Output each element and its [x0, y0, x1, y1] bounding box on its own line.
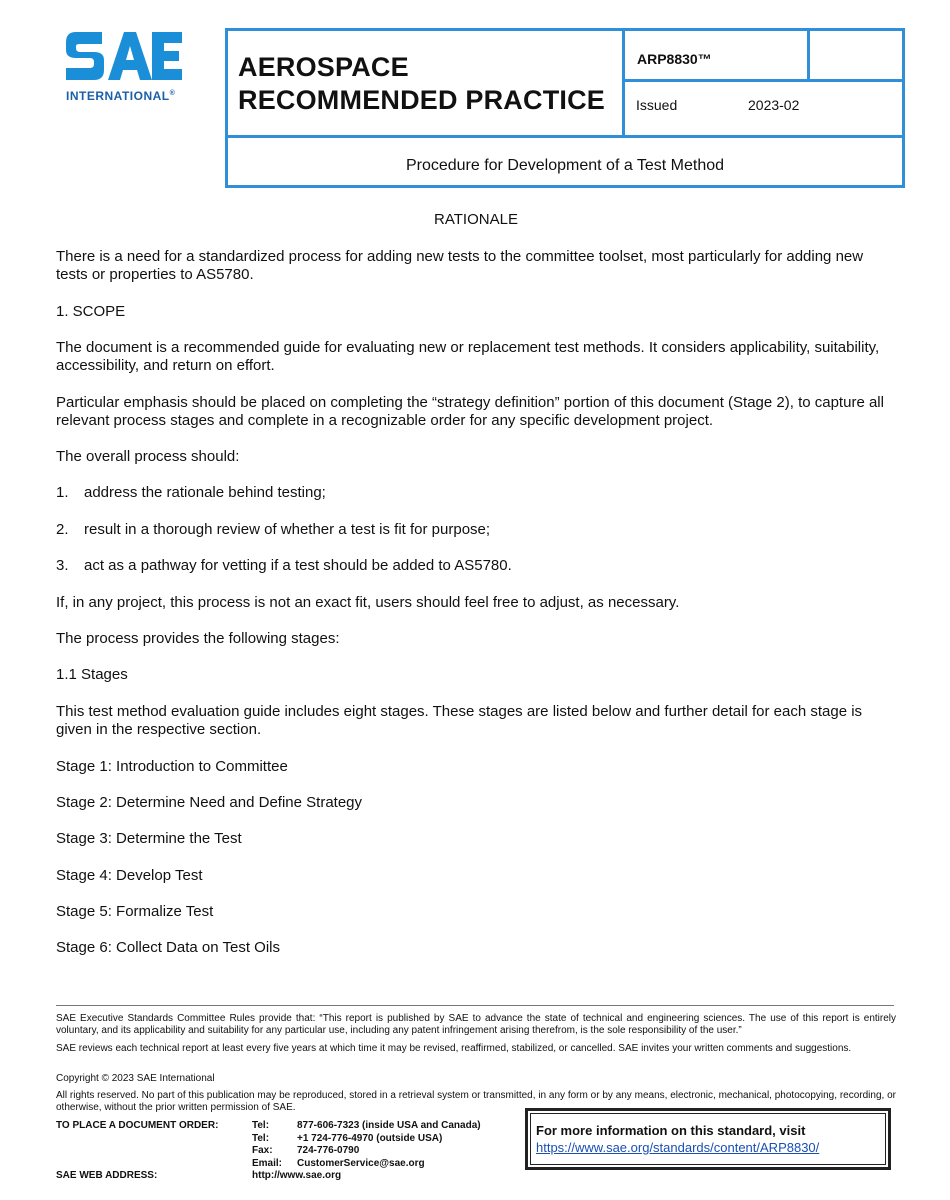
more-info-heading: For more information on this standard, visit [536, 1123, 806, 1138]
footer-divider [56, 1005, 894, 1006]
stage-item: Stage 6: Collect Data on Test Oils [56, 939, 281, 956]
sae-logo [62, 26, 190, 106]
web-address-label: SAE WEB ADDRESS: [56, 1170, 158, 1181]
issued-label: Issued [636, 97, 678, 113]
standard-url-link[interactable]: https://www.sae.org/standards/content/ARP8830/ [536, 1140, 820, 1155]
web-address-link[interactable]: http://www.sae.org [252, 1170, 342, 1181]
contact-row: Tel: 877-606-7323 (inside USA and Canada) [252, 1120, 481, 1131]
stages-intro-paragraph: This test method evaluation guide includes eight stages. These stages are listed below and further detail for each stage is given in the respective section. [56, 703, 863, 738]
contact-row: Tel: +1 724-776-4970 (outside USA) [252, 1132, 443, 1144]
stage-item: Stage 3: Determine the Test [56, 830, 242, 847]
contact-row: Email: CustomerService@sae.org [252, 1157, 425, 1169]
logo-international-text: INTERNATIONAL® [66, 89, 176, 103]
footer-rights-text: All rights reserved. No part of this publication may be reproduced, stored in a retrieval system or transmitted, in any form or by any means, electronic, mechanical, photocopying, recording, or otherwise, without the prior written permission of SAE. [56, 1090, 896, 1113]
scope-paragraph-3: The overall process should: [56, 448, 240, 465]
footer-copyright: Copyright © 2023 SAE International [56, 1073, 215, 1084]
sae-logo-mark [62, 26, 186, 86]
stage-item: Stage 4: Develop Test [56, 867, 203, 884]
stages-heading: 1.1 Stages [56, 666, 128, 683]
footer-rules-text: SAE Executive Standards Committee Rules provide that: “This report is published by SAE to advance the state of technical and engineering sciences. The use of this report is entirely voluntary, and its applicability and suitability for any particular use, including any patent infringement arising therefrom, is the sole responsibility of the user.” [56, 1013, 896, 1036]
document-type-title: AEROSPACE RECOMMENDED PRACTICE [238, 52, 606, 115]
list-item: 3. act as a pathway for vetting if a test should be added to AS5780. [56, 557, 512, 574]
rationale-heading: RATIONALE [434, 211, 518, 228]
scope-paragraph-5: The process provides the following stages: [56, 630, 340, 647]
stage-item: Stage 2: Determine Need and Define Strategy [56, 794, 363, 811]
order-contacts [252, 1120, 481, 1170]
order-label: TO PLACE A DOCUMENT ORDER: [56, 1120, 219, 1131]
document-header-box [225, 28, 905, 188]
scope-paragraph-2: Particular emphasis should be placed on completing the “strategy definition” portion of this document (Stage 2), to capture all relevant process stages and complete in a recognizable order for any specific development project. [56, 394, 884, 429]
scope-paragraph-1: The document is a recommended guide for evaluating new or replacement test methods. It considers applicability, suitability, accessibility, and return on effort. [56, 339, 880, 374]
scope-paragraph-4: If, in any project, this process is not an exact fit, users should feel free to adjust, as necessary. [56, 594, 680, 611]
scope-heading: 1. SCOPE [56, 303, 126, 320]
more-info-box [525, 1108, 891, 1170]
issued-date: 2023-02 [748, 97, 800, 113]
rationale-paragraph: There is a need for a standardized process for adding new tests to the committee toolset, most particularly for adding new tests or properties to AS5780. [56, 248, 864, 283]
stage-item: Stage 1: Introduction to Committee [56, 758, 288, 775]
document-subtitle: Procedure for Development of a Test Method [405, 157, 725, 174]
list-item: 2. result in a thorough review of whether a test is fit for purpose; [56, 521, 491, 538]
contact-row: Fax: 724-776-0790 [252, 1145, 360, 1156]
stage-item: Stage 5: Formalize Test [56, 903, 214, 920]
list-item: 1. address the rationale behind testing; [56, 484, 326, 501]
document-number: ARP8830™ [637, 51, 712, 67]
footer-review-text: SAE reviews each technical report at least every five years at which time it may be revised, reaffirmed, stabilized, or cancelled. SAE invites your written comments and suggestions. [56, 1043, 852, 1054]
